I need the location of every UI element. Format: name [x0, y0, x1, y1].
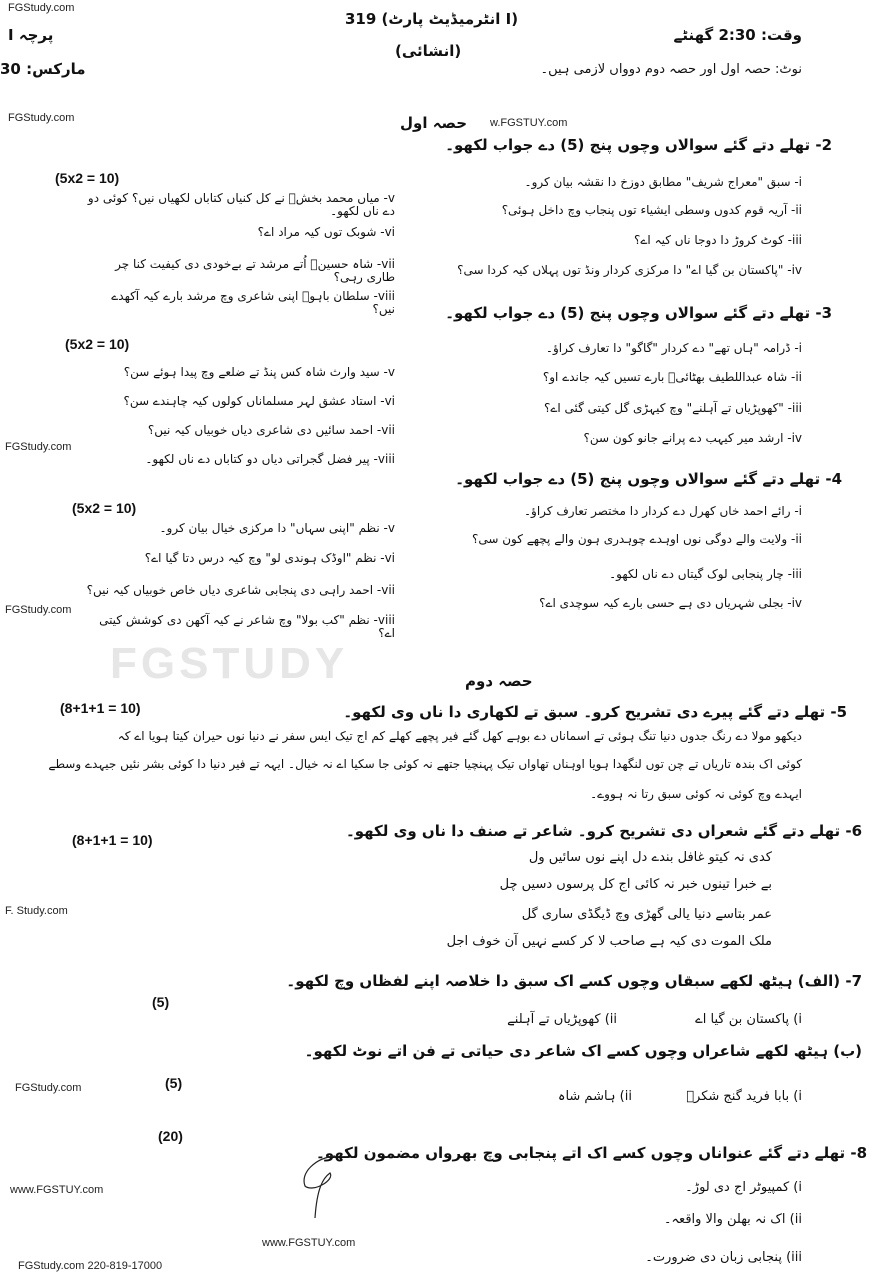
question-4: 4- تھلے دتے گئے سوالاں وچوں پنج (5) دے جواب لکھو۔: [455, 470, 842, 488]
question-item: vi- استاد عشق لہر مسلماناں کولوں کیہ چاہندے سن؟: [123, 394, 395, 408]
exam-subtitle: (انشائی): [395, 42, 462, 60]
question-item: iii- چار پنجابی لوک گیتاں دے ناں لکھو۔: [609, 567, 802, 581]
option: ii) ہاشم شاہ: [557, 1089, 632, 1104]
verse-line: بے خبرا تینوں خبر نہ کائی اج کل پرسوں دسیں چل: [499, 877, 772, 892]
question-item: vi- نظم "اوڈک ہوندی لو" وچ کیہ درس دتا گیا اے؟: [144, 551, 395, 565]
marks: (20): [158, 1128, 183, 1144]
section-heading: حصہ اول: [400, 114, 468, 132]
watermark: w.FGSTUY.com: [490, 117, 568, 129]
question-item: viii- نظم "کب بولا" وچ شاعر نے کیہ آکھن دی کوشش کیتی اے؟: [99, 613, 395, 640]
total-marks: مارکس: 30: [0, 60, 86, 78]
marks: (8+1+1 = 10): [60, 700, 141, 716]
passage-line: دیکھو مولا دے رنگ جدوں دنیا تنگ ہوئی تے اسماناں دے بوہے کھل گئے فیر پچھے کھلے کم اج تیک ایس سفر نے دنیا نوں حیران کیتا ہویا اے کہ: [117, 729, 802, 743]
question-item: vii- احمد سائیں دی شاعری دیاں خوبیاں کیہ نیں؟: [147, 423, 395, 437]
question-item: i- ڈرامہ "ہاں تھے" دے کردار "گاگو" دا تعارف کراؤ۔: [545, 341, 802, 355]
watermark: F. Study.com: [5, 905, 68, 917]
watermark: FGStudy.com: [8, 2, 75, 14]
question-item: iii- کوٹ کروڑ دا دوجا ناں کیہ اے؟: [634, 233, 802, 247]
marks: (5): [152, 994, 170, 1010]
question-item: ii- آریہ قوم کدوں وسطی ایشیاء توں پنجاب وچ داخل ہوئی؟: [501, 203, 802, 217]
verse-line: کدی نہ کیتو غافل بندے دل اپنے نوں سائیں ول: [528, 850, 772, 865]
essay-topic: i) کمپیوٹر اج دی لوڑ۔: [685, 1180, 802, 1195]
question-item: i- رائے احمد خاں کھرل دے کردار دا مختصر تعارف کراؤ۔: [524, 504, 802, 518]
watermark: FGStudy.com: [5, 604, 72, 616]
question-item: iv- بجلی شہریاں دی ہے حسی بارے کیہ سوچدی اے؟: [539, 596, 802, 610]
watermark-logo: FGSTUDY: [110, 639, 349, 688]
question-7b: (ب) ہیٹھ لکھے شاعراں وچوں کسے اک شاعر دی حیاتی تے فن اتے نوٹ لکھو۔: [304, 1042, 862, 1060]
watermark: FGStudy.com: [5, 441, 72, 453]
watermark: www.FGSTUY.com: [10, 1184, 104, 1196]
watermark: FGStudy.com: [8, 112, 75, 124]
option: i) بابا فرید گنج شکرؒ: [686, 1089, 802, 1104]
marks: (5): [165, 1075, 183, 1091]
question-item: viii- سلطان باہوؒ اپنی شاعری وچ مرشد بارے کیہ آکھدے نیں؟: [111, 289, 395, 316]
verse-line: عمر بتاسے دنیا یالی گھڑی وچ ڈیگڈی ساری گل: [521, 907, 772, 922]
marks: (5x2 = 10): [65, 336, 130, 352]
marks: (5x2 = 10): [72, 500, 137, 516]
passage-line: کوئی اک بندہ تاریاں تے چن توں لنگھدا ہویا اوہناں تھاواں تیک پہنچیا جتھے نہ کوئی جا سکیا اے نہ خیال۔ ایہہ تے فیر دنیا دا کوئی بشر نئیں جیہدے وسطے: [48, 757, 802, 771]
question-item: vi- شوبک توں کیہ مراد اے؟: [257, 225, 395, 239]
question-item: vii- شاہ حسینؒ اُتے مرشد تے بےخودی دی کیفیت کنا چر طاری رہی؟: [115, 257, 395, 284]
marks: (5x2 = 10): [55, 170, 120, 186]
question-item: vii- احمد راہی دی پنجابی شاعری دیاں خاص خوبیاں کیہ نیں؟: [86, 583, 395, 597]
question-2: 2- تھلے دتے گئے سوالاں وچوں پنج (5) دے جواب لکھو۔: [445, 136, 832, 154]
question-item: i- سبق "معراج شریف" مطابق دوزخ دا نقشہ بیان کرو۔: [524, 175, 802, 189]
question-item: v- نظم "اپنی سہاں" دا مرکزی خیال بیان کرو۔: [159, 521, 395, 535]
watermark: FGStudy.com: [15, 1082, 82, 1094]
essay-topic: ii) اک نہ بھلن والا واقعہ۔: [663, 1212, 802, 1227]
question-6: 6- تھلے دتے گئے شعراں دی تشریح کرو۔ شاعر تے صنف دا ناں وی لکھو۔: [345, 822, 862, 840]
section-heading: حصہ دوم: [465, 672, 533, 690]
question-item: iv- "پاکستان بن گیا اے" دا مرکزی کردار ونڈ توں پہلاں کیہ کردا سی؟: [457, 263, 802, 277]
question-item: ii- شاہ عبداللطیف بھٹائیؒ بارے تسیں کیہ جاندے او؟: [542, 370, 802, 384]
verse-line: ملک الموت دی کیہ ہے صاحب لا کر کسے نہیں آن خوف اجل: [446, 934, 772, 949]
footer-code: FGStudy.com 220-819-17000: [18, 1260, 163, 1272]
marks: (8+1+1 = 10): [72, 832, 153, 848]
question-item: viii- پیر فضل گجراتی دیاں دو کتاباں دے ناں لکھو۔: [145, 452, 395, 466]
note: نوٹ: حصہ اول اور حصہ دوم دوواں لازمی ہیں۔: [540, 62, 802, 77]
question-5: 5- تھلے دتے گئے پیرے دی تشریح کرو۔ سبق تے لکھاری دا ناں وی لکھو۔: [343, 703, 847, 721]
paper-label: پرچہ I: [8, 26, 54, 44]
watermark: www.FGSTUY.com: [262, 1237, 356, 1249]
exam-title: 319 (انٹرمیڈیٹ پارٹ I): [345, 10, 519, 28]
essay-topic: iii) پنجابی زبان دی ضرورت۔: [645, 1250, 802, 1265]
question-8: 8- تھلے دتے گئے عنواناں وچوں کسے اک اتے پنجابی وچ بھرواں مضمون لکھو۔: [316, 1144, 867, 1162]
question-item: v- میاں محمد بخشؒ نے کل کنیاں کتاباں لکھیاں نیں؟ کوئی دو دے ناں لکھو۔: [87, 191, 395, 218]
passage-line: ایہدے وچ کوئی نہ کوئی سبق رتا نہ ہووے۔: [590, 787, 802, 801]
signature-scribble: [285, 1148, 355, 1223]
question-3: 3- تھلے دتے گئے سوالاں وچوں پنج (5) دے جواب لکھو۔: [445, 304, 832, 322]
time-label: وقت: 2:30 گھنٹے: [673, 26, 802, 44]
question-item: iv- ارشد میر کیہب دے پرانے جانو کون سن؟: [583, 431, 802, 445]
option: i) پاکستان بن گیا اے: [695, 1012, 802, 1027]
question-item: v- سید وارث شاہ کس پنڈ تے ضلعے وچ پیدا ہوئے سن؟: [123, 365, 395, 379]
question-7a: 7- (الف) ہیٹھ لکھے سبقاں وچوں کسے اک سبق دا خلاصہ اپنے لفظاں وچ لکھو۔: [286, 972, 862, 990]
question-item: iii- "کھوپڑیاں تے آہلنے" وچ کیہڑی گل کیتی گئی اے؟: [543, 401, 802, 415]
question-item: ii- ولایت والے دوگی نوں اوہدے چوہدری ہون والے پچھے کون سی؟: [471, 532, 802, 546]
option: ii) کھوپڑیاں تے آہلنے: [507, 1012, 617, 1027]
